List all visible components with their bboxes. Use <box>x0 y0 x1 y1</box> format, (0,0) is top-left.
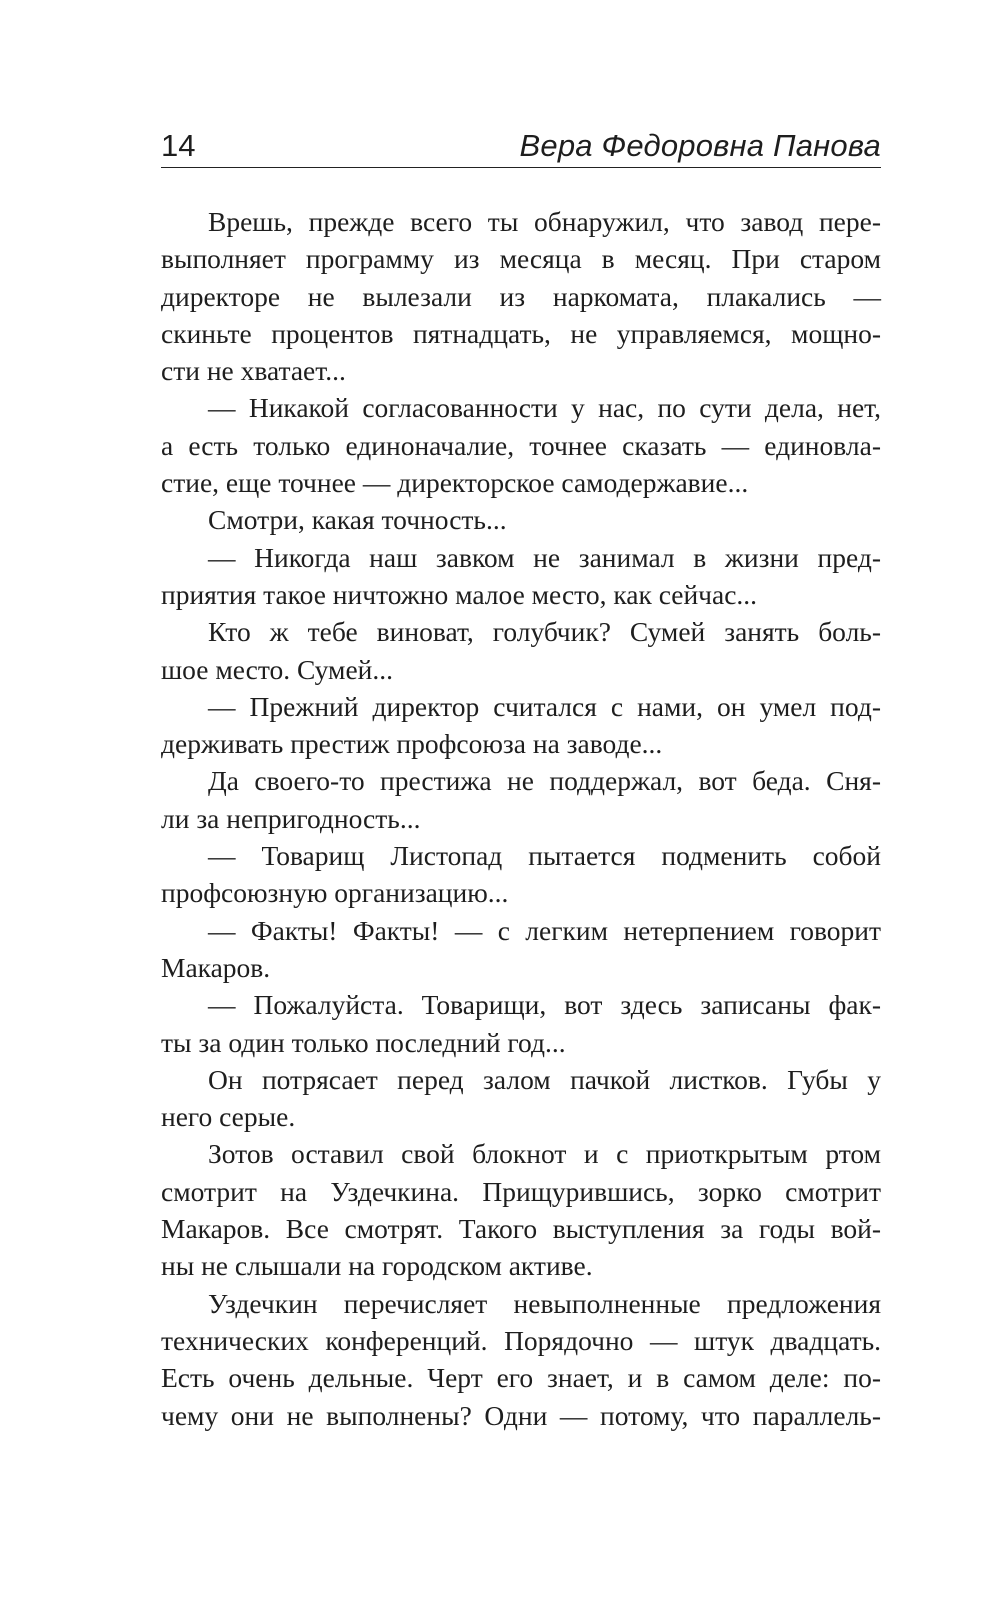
text-line: — Никогда наш завком не занимал в жизни пред- <box>208 541 881 573</box>
running-head-author: Вера Федоровна Панова <box>519 128 881 163</box>
text-line: а есть только единоначалие, точнее сказать — единовла- <box>161 429 881 461</box>
text-line: приятия такое ничтожно малое место, как сейчас... <box>161 578 758 610</box>
page-number: 14 <box>161 128 196 163</box>
header-rule <box>161 167 881 168</box>
text-line: Уздечкин перечисляет невыполненные предложения <box>208 1287 881 1319</box>
text-line: чему они не выполнены? Одни — потому, что параллель- <box>161 1399 881 1431</box>
text-line: — Прежний директор считался с нами, он умел под- <box>208 690 881 722</box>
text-line: скиньте процентов пятнадцать, не управляемся, мощно- <box>161 317 881 349</box>
text-line: Макаров. Все смотрят. Такого выступления за годы вой- <box>161 1213 881 1245</box>
text-line: — Никакой согласованности у нас, по сути дела, нет, <box>208 392 881 424</box>
text-line: Зотов оставил свой блокнот и с приоткрытым ртом <box>208 1138 881 1170</box>
text-line: Он потрясает перед залом пачкой листков. Губы у <box>208 1063 881 1095</box>
text-line: Смотри, какая точность... <box>208 504 507 536</box>
text-line: ты за один только последний год... <box>161 1026 566 1058</box>
text-line: смотрит на Уздечкина. Прищурившись, зорко смотрит <box>161 1175 881 1207</box>
text-line: — Факты! Факты! — с легким нетерпением говорит <box>208 914 881 946</box>
text-line: профсоюзную организацию... <box>161 877 509 909</box>
text-line: Врешь, прежде всего ты обнаружил, что завод пере- <box>208 206 881 237</box>
text-line: Кто ж тебе виноват, голубчик? Сумей занять боль- <box>208 616 881 648</box>
text-line: шое место. Сумей... <box>161 653 393 685</box>
text-line: — Пожалуйста. Товарищи, вот здесь записаны фак- <box>208 989 881 1021</box>
text-line: Макаров. <box>161 951 271 983</box>
text-line: него серые. <box>161 1101 296 1133</box>
text-line: директоре не вылезали из наркомата, плакались — <box>161 280 881 312</box>
body-text <box>161 203 881 1434</box>
text-line: держивать престиж профсоюза на заводе... <box>161 728 663 760</box>
text-line: ны не слышали на городском активе. <box>161 1250 593 1282</box>
text-line: сти не хватает... <box>161 355 346 387</box>
text-line: Есть очень дельные. Черт его знает, и в самом деле: по- <box>161 1362 881 1394</box>
text-line: ли за непригодность... <box>161 802 421 834</box>
text-line: стие, еще точнее — директорское самодержавие... <box>161 467 749 499</box>
running-head <box>161 122 881 168</box>
text-line: — Товарищ Листопад пытается подменить собой <box>208 840 881 872</box>
text-line: выполняет программу из месяца в месяц. При старом <box>161 243 881 275</box>
text-line: технических конференций. Порядочно — штук двадцать. <box>161 1324 881 1356</box>
text-line: Да своего-то престижа не поддержал, вот беда. Сня- <box>208 765 881 797</box>
